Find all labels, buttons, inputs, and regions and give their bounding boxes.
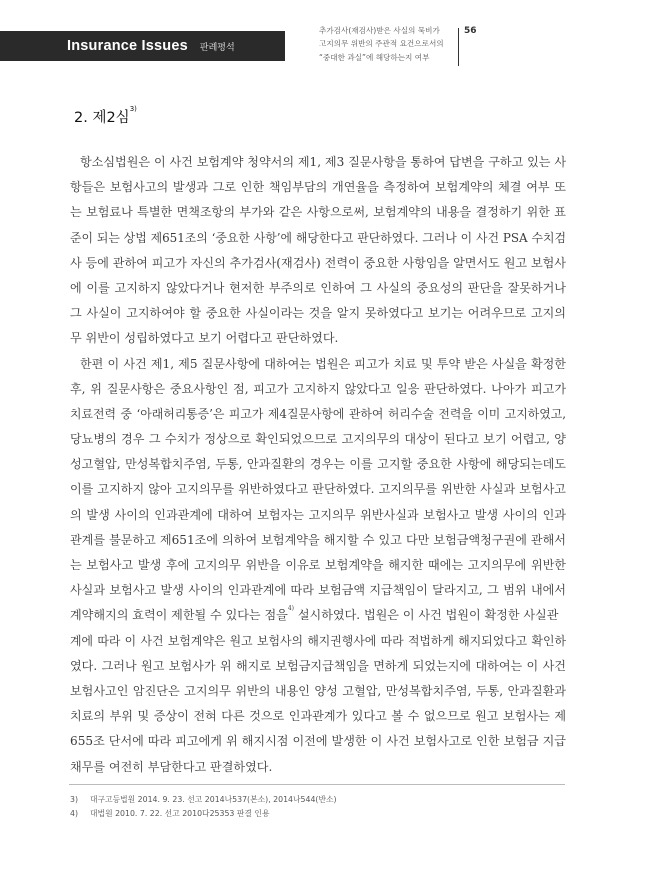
footnote-ref: 4) [287, 605, 294, 613]
text-line: 무 위반이 성립하였다고 보기 어렵다고 판단하였다. [70, 331, 339, 346]
text-line: 는 보험료나 특별한 면책조항의 부가와 같은 사항으로써, 보험계약의 내용을 결정하기 위한 표 [70, 205, 566, 220]
text-line: 채무를 여전히 부담한다고 판결하였다. [70, 759, 273, 774]
text-line: 이를 고지하지 않아 고지의무를 위반하였다고 판단하였다. 고지의무를 위반한 사실과 보험사고 [70, 482, 566, 497]
text-line: 였다. 그러나 원고 보험사가 위 해지로 보험금지급책임을 면하게 되었는지에 대하여는 이 사건 [70, 658, 566, 673]
header-divider [458, 28, 459, 66]
text-line: 당뇨병의 경우 그 수치가 정상으로 확인되었으므로 고지의무의 대상이 된다고 보기 어렵고, 양 [70, 432, 566, 447]
footnote [70, 807, 337, 821]
text-segment: 계약해지의 효력이 제한될 수 있다는 점을 [70, 608, 288, 623]
running-head-line: 추가검사(재검사)받은 사실의 묵비가 [319, 26, 440, 35]
text-line: 사실과 보험사고 발생 사이의 인과관계에 따라 보험금액 지급책임이 달라지고, 그 범위 내에서 [70, 583, 566, 598]
text-line: 성고혈압, 만성복합치주염, 두통, 안과질환의 경우는 이를 고지할 중요한 사항에 해당되는데도 [70, 457, 566, 472]
footnote-ref: 3) [129, 105, 137, 114]
footnote-divider [69, 784, 565, 785]
page-number: 56 [464, 26, 477, 36]
text-line: 의 발생 사이의 인과관계에 대하여 보험자는 고지의무 위반사실과 보험사고 발생 사이의 인과 [70, 507, 566, 522]
footnote-number: 3) [70, 795, 79, 804]
footnote-number: 4) [70, 808, 79, 818]
text-line-with-footnote [70, 603, 566, 628]
section-heading-text: 2. 제2심 [74, 110, 130, 126]
text-line: 관계를 불문하고 제651조에 의하여 보험계약을 해지할 수 있고 다만 보험금액청구권에 관해서 [70, 532, 566, 547]
text-line: 에 이를 고지하지 않았다거나 현저한 부주의로 인하여 그 사실의 중요성의 판단을 잘못하거나 [70, 280, 566, 295]
footnotes [70, 793, 337, 820]
text-line: 치료의 부위 및 증상이 전혀 다른 것으로 인과관계가 있다고 볼 수 없으므로 원고 보험사는 제 [70, 709, 566, 724]
text-line: 655조 단서에 따라 피고에게 위 해지시점 이전에 발생한 이 사건 보험사고로 인한 보험금 지급 [70, 734, 566, 749]
footnote-text: 대법원 2010. 7. 22. 선고 2010다25353 판결 인용 [90, 808, 270, 818]
text-segment: 설시하였다. 법원은 이 사건 법원이 확정한 사실관 [294, 608, 559, 623]
body-text [70, 150, 566, 780]
footnote [70, 793, 337, 807]
text-line: 항소심법원은 이 사건 보험계약 청약서의 제1, 제3 질문사항을 통하여 답변을 구하고 있는 사 [80, 155, 566, 169]
text-line: 보험사고인 암진단은 고지의무 위반의 내용인 양성 고혈압, 만성복합치주염, 두통, 안과질환과 [70, 683, 566, 698]
text-line: 계에 따라 이 사건 보험계약은 원고 보험사의 해지권행사에 따라 적법하게 해지되었다고 확인하 [70, 633, 566, 648]
section-label: 판례평석 [199, 42, 235, 53]
text-line: 사 등에 관하여 피고가 자신의 추가검사(재검사) 전력이 중요한 사항임을 알면서도 원고 보험사 [70, 255, 566, 270]
text-line: 치료전력 중 ‘아래허리통증’은 피고가 제4질문사항에 관하여 허리수술 전력을 이미 고지하였고, [70, 406, 566, 421]
text-line: 후, 위 질문사항은 중요사항인 점, 피고가 고지하지 않았다고 일응 판단하였다. 나아가 피고가 [70, 381, 566, 396]
running-head [319, 24, 461, 64]
publication-title: Insurance Issues [67, 38, 188, 54]
text-line: 준이 되는 상법 제651조의 ‘중요한 사항’에 해당한다고 판단하였다. 그러나 이 사건 PSA 수치검 [70, 230, 566, 245]
footnote-text: 대구고등법원 2014. 9. 23. 선고 2014나537(본소), 2014나544(반소) [90, 795, 337, 804]
header-bar [0, 31, 285, 61]
text-line: 항들은 보험사고의 발생과 그로 인한 책임부담의 개연율을 측정하여 보험계약의 체결 여부 또 [70, 180, 566, 195]
running-head-line: 고지의무 위반의 주관적 요건으로서의 [319, 39, 444, 49]
text-line: 한편 이 사건 제1, 제5 질문사항에 대하여는 법원은 피고가 치료 및 투약 받은 사실을 확정한 [80, 356, 566, 371]
text-line: 는 보험사고 발생 후에 고지의무 위반을 이유로 보험계약을 해지한 때에는 고지의무에 위반한 [70, 558, 566, 572]
running-head-line: “중대한 과실”에 해당하는지 여부 [319, 52, 430, 62]
text-line: 그 사실이 고지하여야 할 중요한 사실이라는 것을 알지 못하였다고 보기는 어려우므로 고지의 [70, 306, 566, 321]
section-heading [74, 106, 137, 127]
